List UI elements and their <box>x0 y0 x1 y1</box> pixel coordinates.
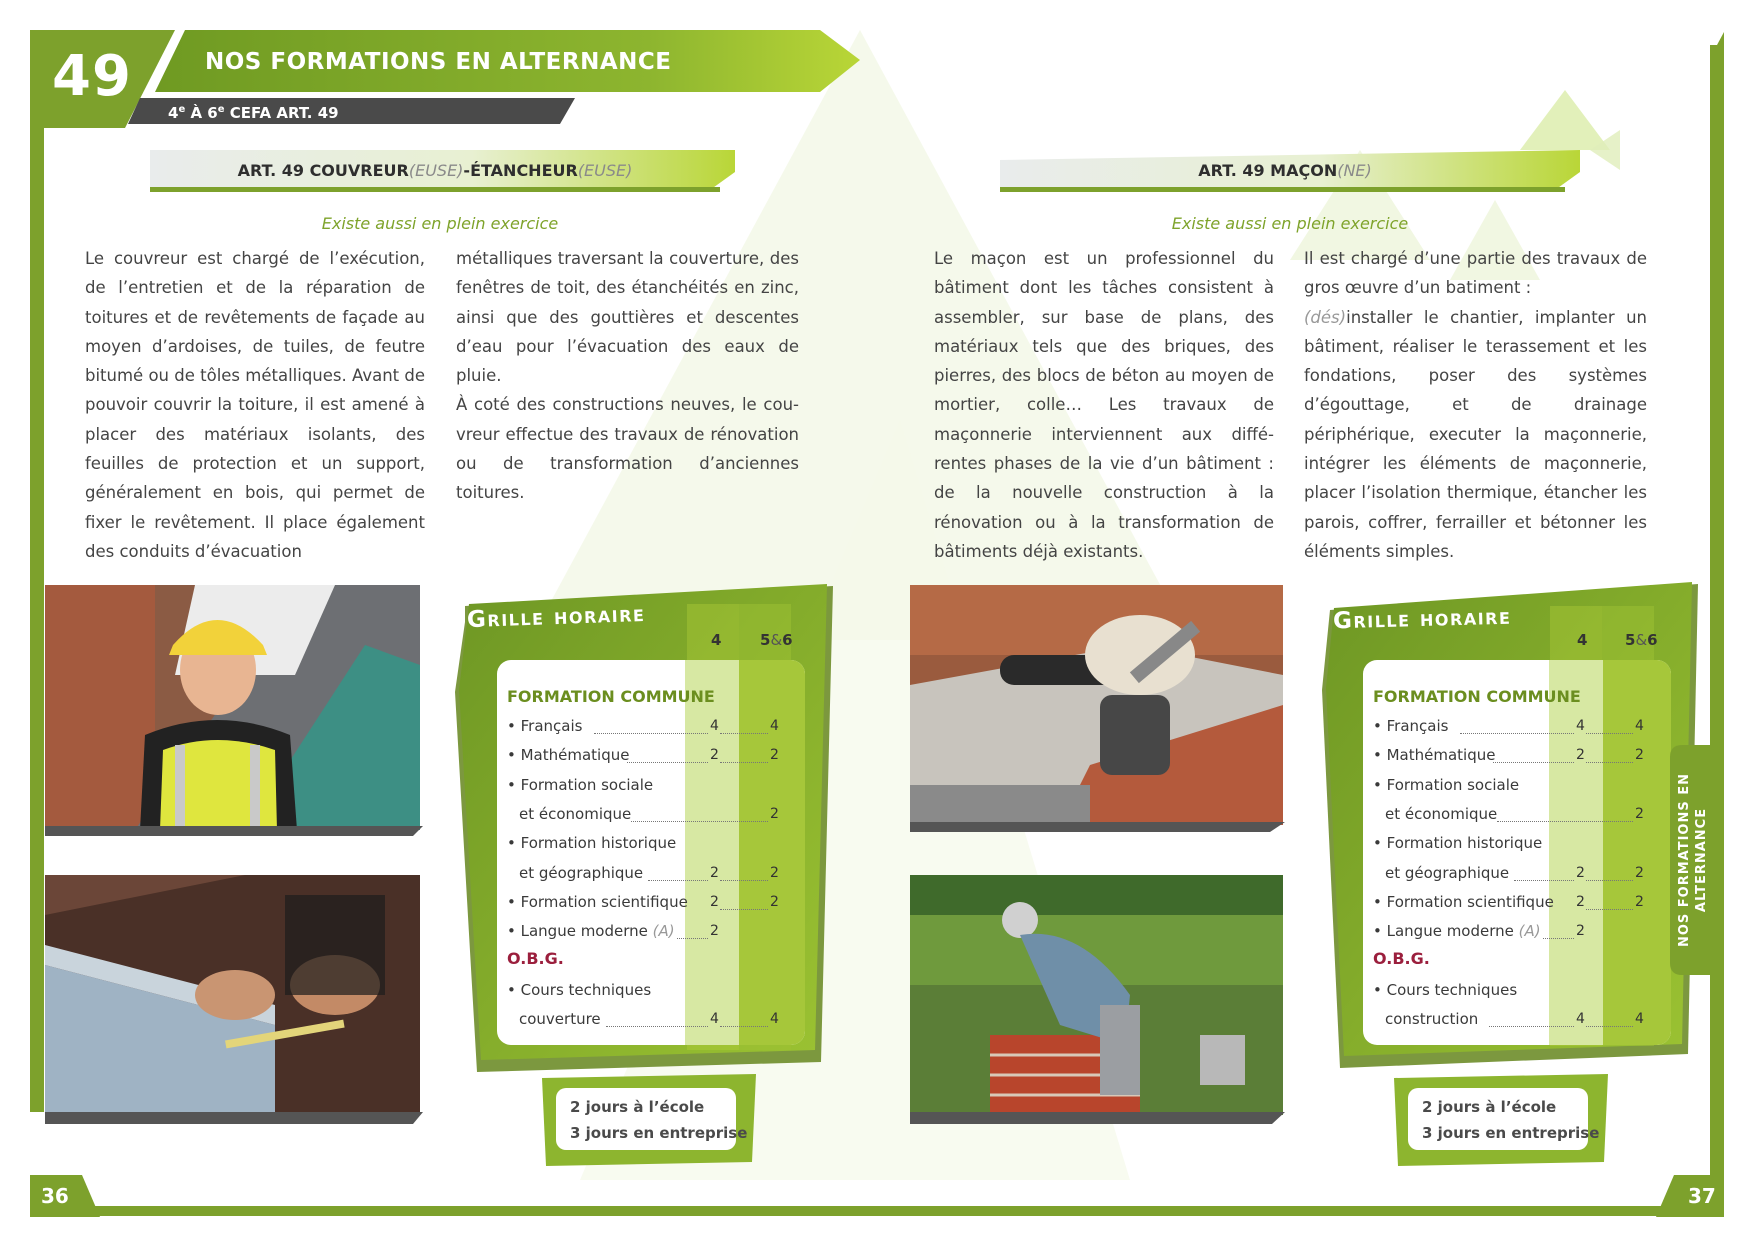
frame-bottom <box>30 1206 1720 1216</box>
left-grille-row: • Formation scientifique <box>507 892 688 911</box>
left-grille-value-56: 2 <box>770 864 779 881</box>
left-grille-leader <box>594 733 708 734</box>
left-days-box <box>538 1074 760 1166</box>
photo-gutter-shadow <box>45 1112 430 1126</box>
right-body-col2: Il est chargé d’une partie des travaux de gros œuvre d’un batiment : (dés)installer le chantier, implanter un bâtiment, réaliser le terassement et les fondations, poser des systèmes d’égouttage, et de drainage périphérique, executer la maçonnerie, intégrer les éléments de maçonnerie, placer l’isolation thermique, étancher les parois, coffrer, ferrailler et bétonner les éléments simples. <box>1304 249 1647 561</box>
right-days-company: 3 jours en entreprise <box>1422 1124 1600 1142</box>
page-number-left: 36 <box>41 1184 69 1208</box>
right-days-box <box>1390 1074 1612 1166</box>
photo-mason-bricks <box>910 875 1283 1115</box>
right-days-school: 2 jours à l’école <box>1422 1098 1557 1116</box>
right-grille-row: et économique <box>1385 804 1498 823</box>
left-grille-value-56: 2 <box>770 805 779 822</box>
left-grille-leader <box>606 1026 708 1027</box>
left-grille-value-4: 2 <box>710 893 719 910</box>
right-grille-leader <box>1497 821 1633 822</box>
left-grille-leader <box>720 1026 768 1027</box>
header-number: 49 <box>52 44 132 109</box>
left-grille-value-4: 2 <box>710 747 719 764</box>
header-title: NOS FORMATIONS EN ALTERNANCE <box>205 49 672 75</box>
left-grille-row: et géographique <box>519 863 644 882</box>
right-grille-row-note: (A) <box>1513 922 1541 941</box>
left-grille-value-4: 4 <box>710 718 719 734</box>
left-grille-leader <box>720 880 768 881</box>
left-grille-obg-row: • Cours techniques <box>507 980 652 999</box>
left-days-company: 3 jours en entreprise <box>570 1124 748 1142</box>
right-grille-value-56: 2 <box>1635 747 1644 764</box>
photo-mason-bricks-shadow <box>910 1112 1295 1126</box>
right-grille-leader <box>1493 762 1574 763</box>
left-body-col2: métalliques traversant la couverture, des fenêtres de toit, des étanchéités en zinc, ainsi que des gouttières et descentes d’eau pour l’évacuation des eaux de pluie. À coté des constructions neuves, le couvreur effectue des travaux de rénovation ou de transformation d’anciennes toitures. <box>456 249 799 503</box>
right-grille-row: • Mathématique <box>1373 746 1496 765</box>
side-tab-label: NOS FORMATIONS EN ALTERNANCE <box>1677 772 1709 948</box>
photo-gutter-work <box>45 875 420 1115</box>
right-grille-row: • Formation sociale <box>1373 775 1520 794</box>
left-grille-row: • Formation sociale <box>507 775 654 794</box>
right-grille-col-56: 5&6 <box>1625 631 1658 649</box>
right-grille-leader <box>1586 880 1633 881</box>
left-grille-leader <box>648 880 709 881</box>
right-grille-value-4: 4 <box>1576 1011 1585 1027</box>
right-grille-leader <box>1586 909 1633 910</box>
right-grille-value-56: 4 <box>1635 718 1644 734</box>
header-ribbon <box>30 30 870 130</box>
right-grille-row: • Langue moderne (A) <box>1373 922 1541 941</box>
right-grille-value-4: 4 <box>1576 718 1585 734</box>
left-grille-obg-row: couverture <box>519 1010 601 1028</box>
left-grille-row: • Mathématique <box>507 746 630 765</box>
left-existe-note: Existe aussi en plein exercice <box>321 214 559 233</box>
left-grille-value-56: 4 <box>770 1011 779 1027</box>
left-grille-value-4: 4 <box>710 1011 719 1027</box>
left-grille-leader <box>720 909 768 910</box>
left-grille-row-note: (A) <box>647 922 675 941</box>
left-grille-value-56: 4 <box>770 718 779 734</box>
left-grille-leader <box>677 938 708 939</box>
left-grille-leader <box>627 762 708 763</box>
photo-mason-roller-shadow <box>910 822 1295 834</box>
right-existe-note: Existe aussi en plein exercice <box>1171 214 1409 233</box>
right-grille-leader <box>1460 733 1574 734</box>
left-grille-row: • Français <box>507 717 583 735</box>
right-grille-value-56: 2 <box>1635 893 1644 910</box>
left-days-school: 2 jours à l’école <box>570 1098 705 1116</box>
right-grille-row: • Français <box>1373 717 1449 735</box>
right-grille-value-56: 2 <box>1635 864 1644 881</box>
right-grille-value-56: 2 <box>1635 805 1644 822</box>
frame-top-right-corner <box>1700 28 1730 58</box>
right-grille-row: • Formation scientifique <box>1373 892 1554 911</box>
right-grille-leader <box>1489 1026 1574 1027</box>
right-grille-value-4: 2 <box>1576 747 1585 764</box>
left-grille-value-4: 2 <box>710 923 719 940</box>
left-grille-value-56: 2 <box>770 747 779 764</box>
frame-right <box>1710 45 1724 1215</box>
right-grille-value-4: 2 <box>1576 923 1585 940</box>
left-grille-obg: O.B.G. <box>507 949 564 969</box>
left-grille-row: • Langue moderne (A) <box>507 922 675 941</box>
right-grille-leader <box>1586 1026 1633 1027</box>
left-grille-value-4: 2 <box>710 864 719 881</box>
right-grille-value-56: 4 <box>1635 1011 1644 1027</box>
left-grille-value-56: 2 <box>770 893 779 910</box>
left-grille-title: Grille horaire <box>466 600 646 634</box>
left-grille-leader <box>720 733 768 734</box>
right-grille-col-4: 4 <box>1577 631 1588 649</box>
page-number-right: 37 <box>1688 1184 1716 1208</box>
right-grille-obg: O.B.G. <box>1373 949 1430 969</box>
right-grille-row: • Formation historique <box>1373 834 1543 853</box>
right-grille-row: et géographique <box>1385 863 1510 882</box>
right-grille-title: Grille horaire <box>1332 603 1512 635</box>
left-grille-row: et économique <box>519 804 632 823</box>
left-grille-section-heading: FORMATION COMMUNE <box>507 687 715 706</box>
right-grille-leader <box>1543 938 1574 939</box>
right-body-col1: Le maçon est un professionnel du bâtiment dont les tâches consistent à assembler, sur base de plans, des matériaux tels que des briques, des pierres, des blocs de béton au moyen de mortier, colle… Les travaux de maçonnerie interviennent aux différentes phases de la vie d’un bâtiment : de la nouvelle construction à la rénovation ou à la transformation de bâtiments déjà existants. <box>934 249 1274 561</box>
right-grille-leader <box>1514 880 1575 881</box>
right-grille-obg-row: construction <box>1385 1010 1479 1028</box>
left-grille-leader <box>631 821 768 822</box>
left-grille-col-56: 5&6 <box>760 631 793 649</box>
header-subtitle: 4e À 6e CEFA ART. 49 <box>168 104 339 122</box>
left-grille-leader <box>720 762 768 763</box>
right-grille-section-heading: FORMATION COMMUNE <box>1373 687 1581 706</box>
left-grille-col-4: 4 <box>711 631 722 649</box>
right-grille-leader <box>1586 762 1633 763</box>
right-grille-leader <box>1586 733 1633 734</box>
left-section-heading: ART. 49 COUVREUR(EUSE)-ÉTANCHEUR(EUSE) <box>237 161 633 180</box>
left-grille-row: • Formation historique <box>507 834 677 853</box>
photo-mason-roller <box>910 585 1283 825</box>
right-grille-value-4: 2 <box>1576 864 1585 881</box>
frame-left <box>30 30 44 1112</box>
right-grille-value-4: 2 <box>1576 893 1585 910</box>
photo-roofer-woman <box>45 585 420 830</box>
photo-roofer-woman-shadow <box>45 826 430 838</box>
left-body-col1: Le couvreur est chargé de l’exécution, de l’entretien et de la réparation de toitures et de revêtements de façade au moyen d’ardoises, de tuiles, de feutre bitumé ou de tôles métalliques. Avant de pouvoir couvrir la toiture, il est amené à placer des matériaux isolants, des feuilles de protection et un support, généralement en bois, qui permet de fixer le revêtement. Il place également des conduits d’évacuation <box>85 249 425 561</box>
right-grille-obg-row: • Cours techniques <box>1373 980 1518 999</box>
right-section-heading: ART. 49 MAÇON(NE) <box>1198 161 1372 180</box>
